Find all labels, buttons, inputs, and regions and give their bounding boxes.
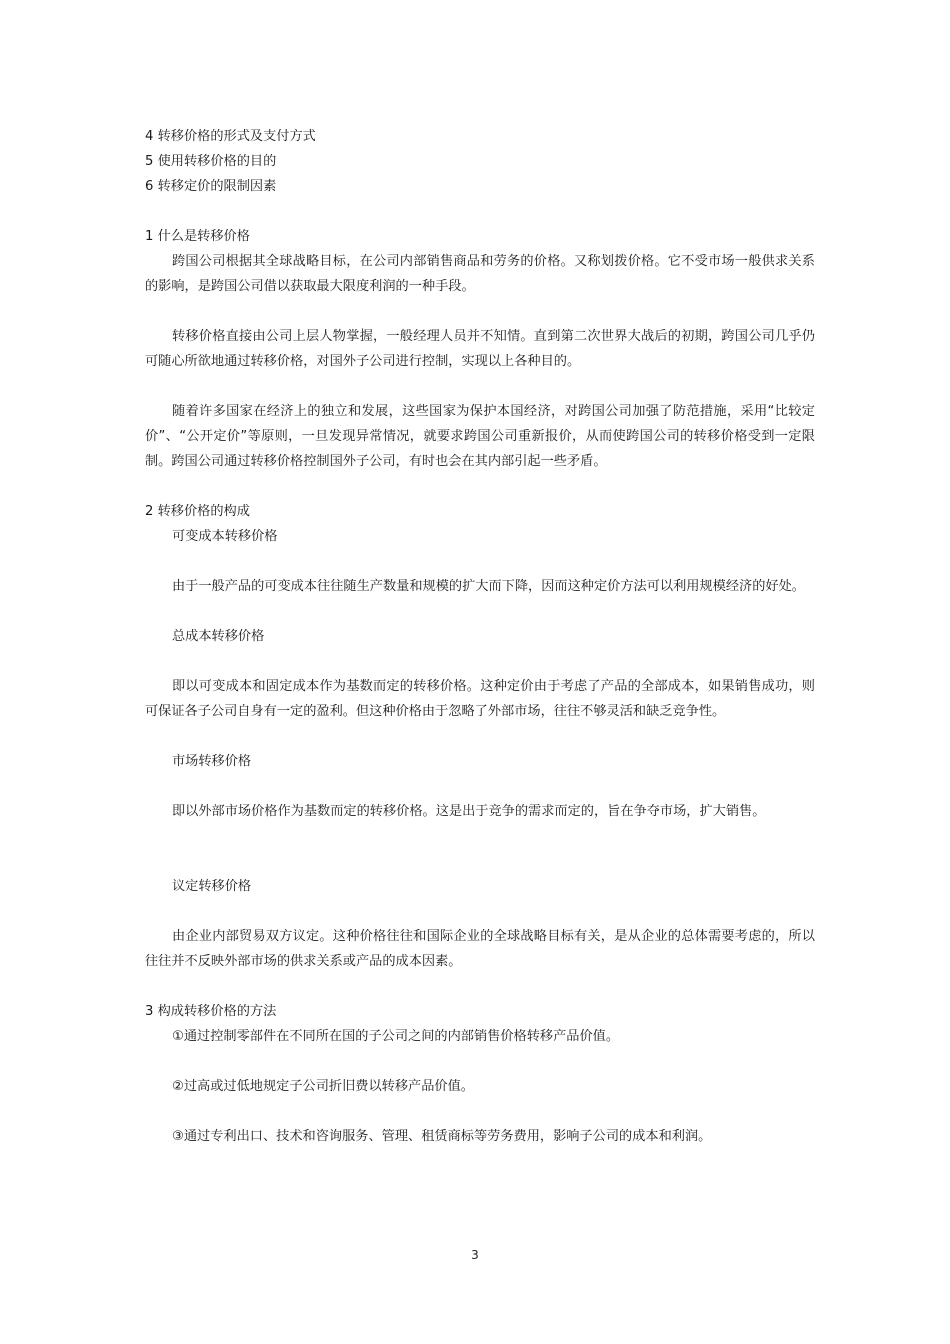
market-price-title: 市场转移价格 <box>172 754 252 769</box>
page-number: 3 <box>471 1248 479 1262</box>
toc-item-4: 4 转移价格的形式及支付方式 <box>145 129 316 144</box>
spacer <box>145 724 815 749</box>
negotiated-price-title: 议定转移价格 <box>172 879 252 894</box>
method-2: ②过高或过低地规定子公司折旧费以转移产品价值。 <box>172 1079 474 1094</box>
section-1-paragraph-2: 转移价格直接由公司上层人物掌握，一般经理人员并不知情。直到第二次世界大战后的初期，跨国公司几乎仍可随心所欲地通过转移价格，对国外子公司进行控制，实现以上各种目的。 <box>145 329 815 369</box>
spacer <box>145 549 815 574</box>
method-1: ①通过控制零部件在不同所在国的子公司之间的内部销售价格转移产品价值。 <box>172 1029 620 1044</box>
spacer <box>145 824 815 874</box>
spacer <box>145 974 815 999</box>
spacer <box>145 299 815 324</box>
spacer <box>145 899 815 924</box>
spacer <box>145 474 815 499</box>
spacer <box>145 599 815 624</box>
section-3-heading: 3 构成转移价格的方法 <box>145 1004 277 1019</box>
toc-item-5: 5 使用转移价格的目的 <box>145 154 277 169</box>
variable-cost-text: 由于一般产品的可变成本往往随生产数量和规模的扩大而下降，因而这种定价方法可以利用规模经济的好处。 <box>172 579 805 594</box>
spacer <box>145 649 815 674</box>
document-body <box>145 124 815 1149</box>
section-2-heading: 2 转移价格的构成 <box>145 504 250 519</box>
total-cost-title: 总成本转移价格 <box>172 629 265 644</box>
total-cost-text: 即以可变成本和固定成本作为基数而定的转移价格。这种定价由于考虑了产品的全部成本，如果销售成功，则可保证各子公司自身有一定的盈利。但这种价格由于忽略了外部市场，往往不够灵活和缺乏竞争性。 <box>145 679 815 719</box>
negotiated-price-text: 由企业内部贸易双方议定。这种价格往往和国际企业的全球战略目标有关，是从企业的总体需要考虑的，所以往往并不反映外部市场的供求关系或产品的成本因素。 <box>145 929 815 969</box>
market-price-text: 即以外部市场价格作为基数而定的转移价格。这是出于竞争的需求而定的，旨在争夺市场，扩大销售。 <box>172 804 766 819</box>
section-1-paragraph-3: 随着许多国家在经济上的独立和发展，这些国家为保护本国经济，对跨国公司加强了防范措施，采用“比较定价”、“公开定价”等原则，一旦发现异常情况，就要求跨国公司重新报价，从而使跨国公司的转移价格受到一定限制。跨国公司通过转移价格控制国外子公司，有时也会在其内部引起一些矛盾。 <box>145 404 815 469</box>
spacer <box>145 374 815 399</box>
method-3: ③通过专利出口、技术和咨询服务、管理、租赁商标等劳务费用，影响子公司的成本和利润。 <box>172 1129 712 1144</box>
spacer <box>145 774 815 799</box>
spacer <box>145 199 815 224</box>
toc-item-6: 6 转移定价的限制因素 <box>145 179 277 194</box>
spacer <box>145 1099 815 1124</box>
section-1-paragraph-1: 跨国公司根据其全球战略目标，在公司内部销售商品和劳务的价格。又称划拨价格。它不受市场一般供求关系的影响，是跨国公司借以获取最大限度利润的一种手段。 <box>145 254 815 294</box>
section-1-heading: 1 什么是转移价格 <box>145 229 250 244</box>
spacer <box>145 1049 815 1074</box>
variable-cost-title: 可变成本转移价格 <box>172 529 278 544</box>
